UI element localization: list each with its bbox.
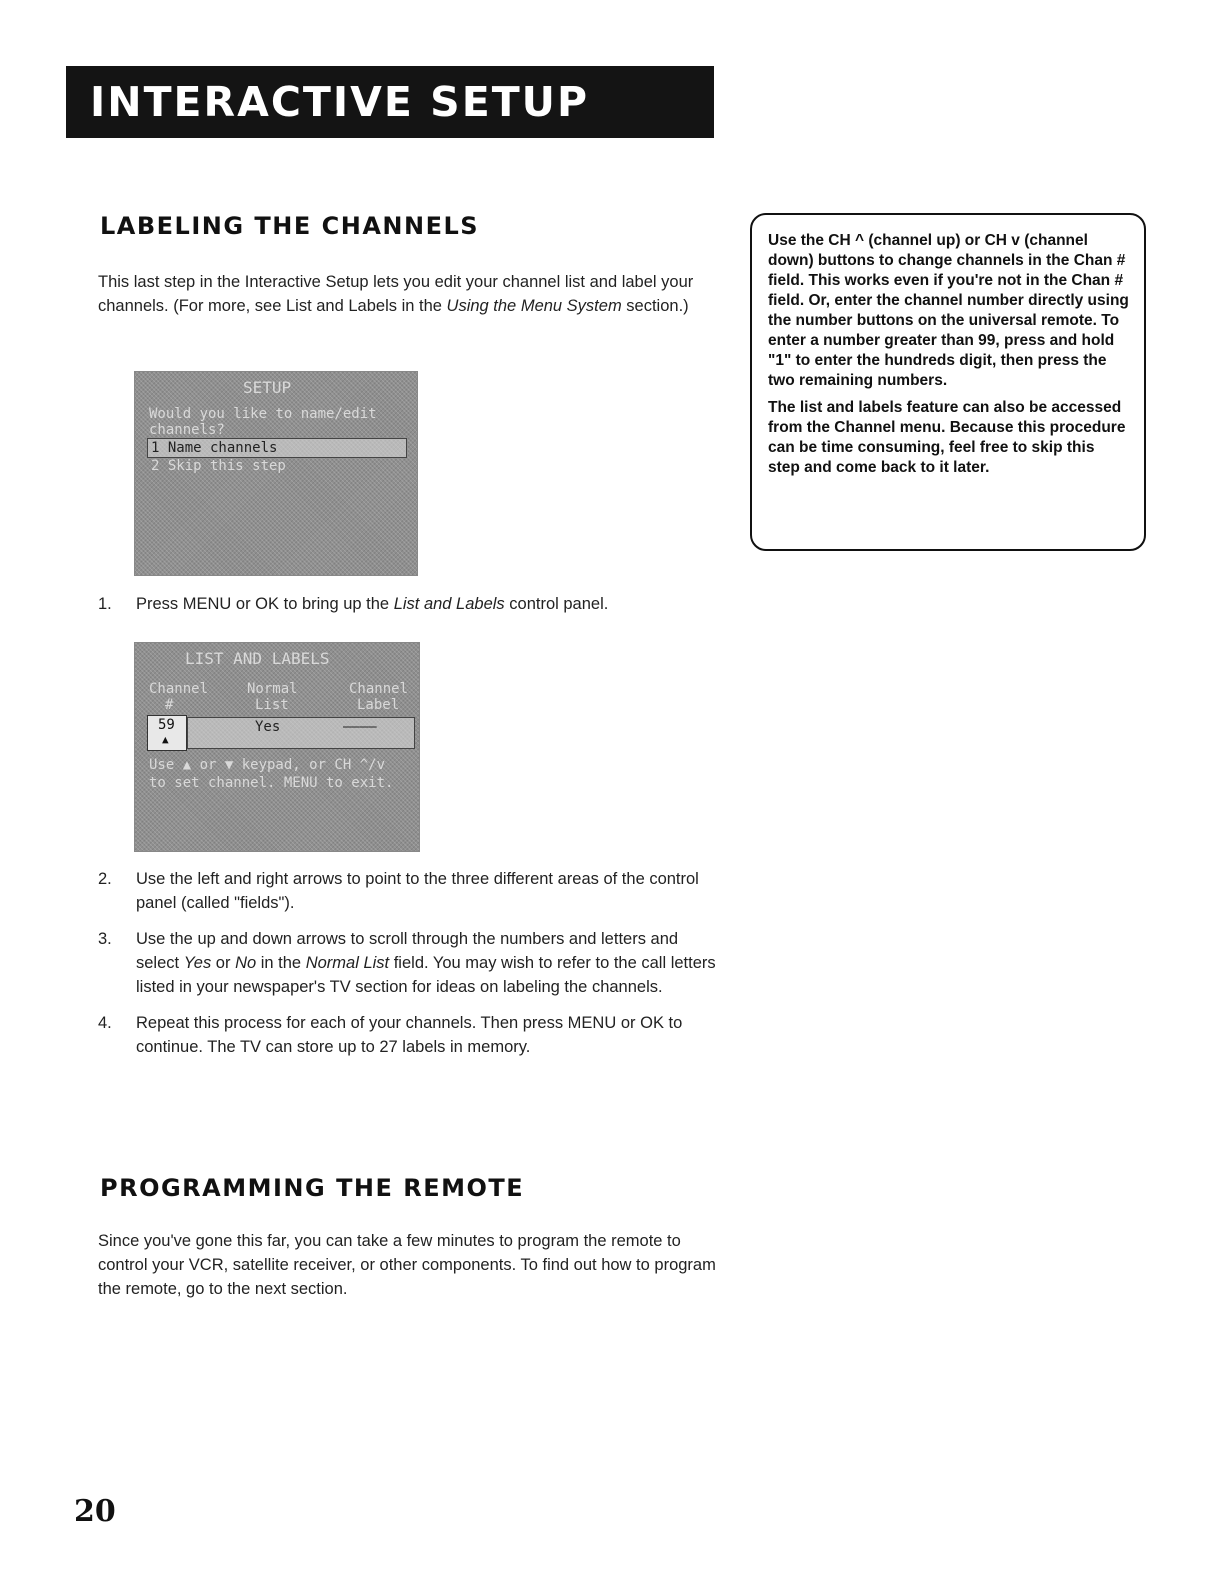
- setup-prompt-line1: Would you like to name/edit: [149, 406, 377, 422]
- step-list-1: [98, 592, 718, 616]
- list-and-labels-screen-image: [134, 642, 420, 852]
- setup-option-skip: 2 Skip this step: [151, 458, 286, 474]
- setup-option-name-channels: 1 Name channels: [151, 440, 278, 456]
- setup-screen-title: SETUP: [243, 378, 292, 397]
- tip-paragraph-2: The list and labels feature can also be accessed from the Channel menu. Because this procedure can be time consuming, feel free to skip this step and come back to it later.: [768, 399, 1126, 476]
- column-label-line1: Channel: [349, 681, 409, 697]
- channel-up-arrow-icon: ▲: [162, 733, 169, 746]
- step-list-2: [98, 867, 718, 1059]
- step-item: 1. Press MENU or OK to bring up the List and Labels control panel.: [98, 595, 609, 613]
- tip-box: [750, 213, 1146, 551]
- step-item: 4. Repeat this process for each of your channels. Then press MENU or OK to continue. The TV can store up to 27 labels in memory.: [98, 1014, 683, 1056]
- banner-title: INTERACTIVE SETUP: [90, 78, 590, 126]
- labeling-heading: LABELING THE CHANNELS: [100, 212, 480, 240]
- page-number: 20: [74, 1494, 116, 1529]
- normal-list-value: Yes: [255, 719, 281, 735]
- step-item: 2. Use the left and right arrows to point to the three different areas of the control panel (called "fields").: [98, 870, 699, 912]
- programming-heading: PROGRAMMING THE REMOTE: [100, 1174, 525, 1202]
- list-row-highlight: [187, 717, 415, 749]
- setup-prompt-line2: channels?: [149, 422, 225, 438]
- setup-screen-image: [134, 371, 418, 576]
- column-normal-line1: Normal: [247, 681, 298, 697]
- programming-text: Since you've gone this far, you can take a few minutes to program the remote to control your VCR, satellite receiver, or other components. To find out how to program the remote, go to the next section.: [98, 1232, 716, 1298]
- section-banner: [66, 66, 714, 138]
- column-channel-line2: #: [165, 697, 174, 713]
- column-normal-line2: List: [255, 697, 289, 713]
- step-item: 3. Use the up and down arrows to scroll through the numbers and letters and select Yes or No in the Normal List field. You may wish to refer to the call letters listed in your newspaper's TV section for ideas on labeling the channels.: [98, 930, 716, 996]
- list-hint-line2: to set channel. MENU to exit.: [149, 775, 394, 791]
- list-screen-title: LIST AND LABELS: [185, 649, 330, 668]
- tip-paragraph-1: Use the CH ^ (channel up) or CH v (channel down) buttons to change channels in the Chan # field. This works even if you're not in the Chan # field. Or, enter the channel number directly using the number buttons on the universal remote. To enter a number greater than 99, press and hold "1" to enter the hundreds digit, then press the two remaining numbers.: [768, 232, 1129, 389]
- channel-label-value: ————: [343, 719, 377, 735]
- column-label-line2: Label: [357, 697, 400, 713]
- labeling-intro: This last step in the Interactive Setup lets you edit your channel list and label your channels. (For more, see List and Labels in the Using the Menu System section.): [98, 273, 694, 315]
- list-hint-line1: Use ▲ or ▼ keypad, or CH ^/v: [149, 757, 386, 773]
- channel-number-value: 59: [158, 717, 175, 733]
- channel-number-field: [147, 715, 187, 751]
- column-channel-line1: Channel: [149, 681, 209, 697]
